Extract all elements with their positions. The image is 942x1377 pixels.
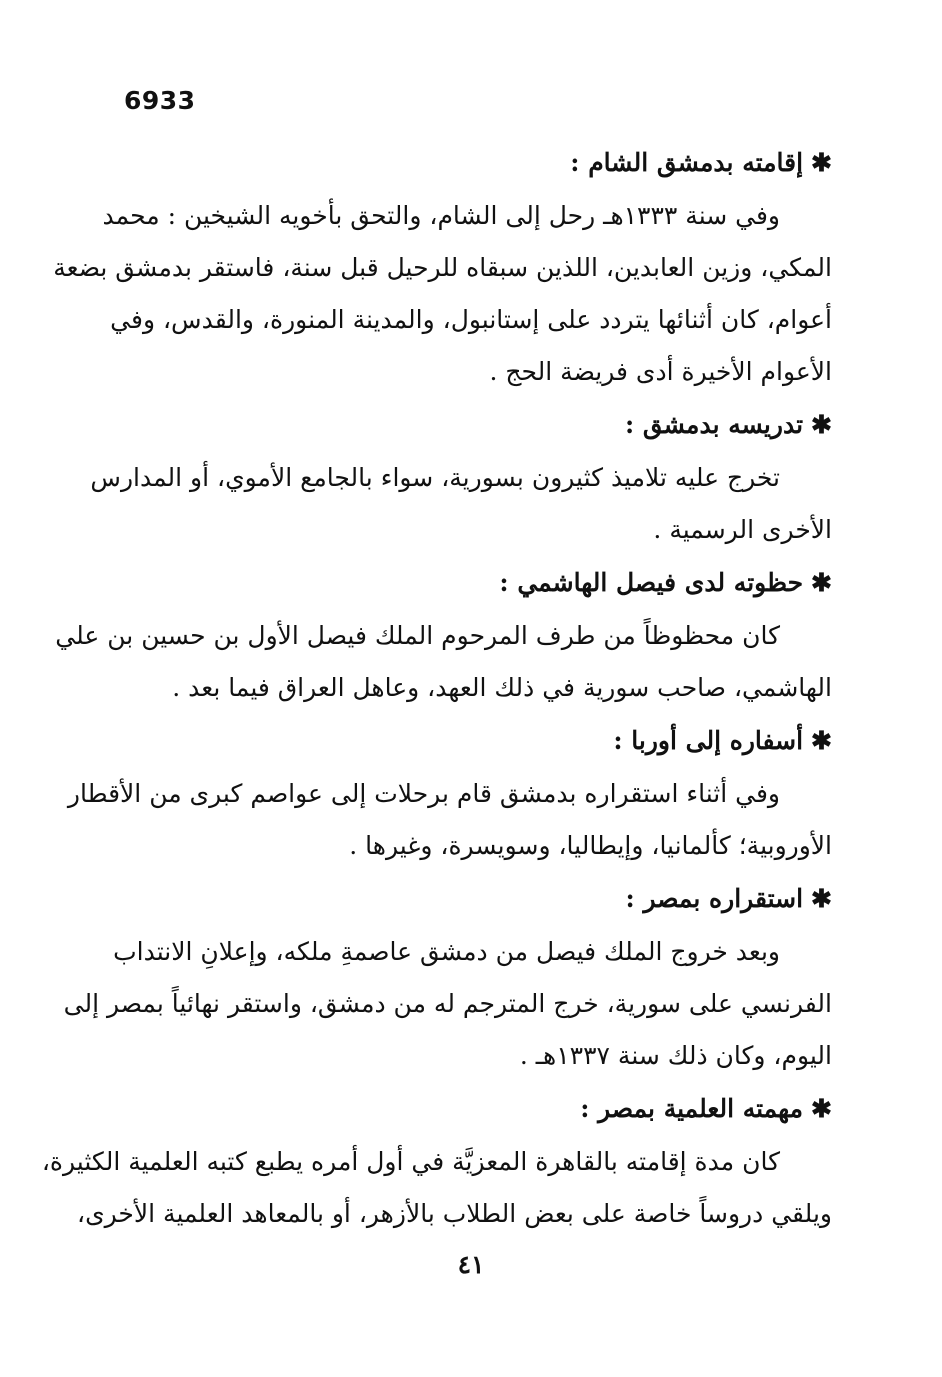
section-paragraph — [90, 452, 832, 556]
paragraph-line: المكي، وزين العابدين، اللذين سبقاه للرحيل قبل سنة، فاستقر بدمشق بضعة — [53, 253, 832, 282]
section-residence-damascus — [53, 136, 832, 398]
section-heading — [124, 714, 832, 768]
section-scholarly-mission-egypt — [41, 1082, 832, 1240]
section-teaching-damascus — [90, 398, 832, 556]
section-heading — [124, 1082, 832, 1136]
section-heading-text: أسفاره إلى أوربا : — [613, 726, 804, 755]
paragraph-line: أعوام، كان أثنائها يتردد على إستانبول، والمدينة المنورة، والقدس، وفي — [110, 305, 832, 334]
page-id: 6933 — [124, 86, 196, 115]
paragraph-line: وبعد خروج الملك فيصل من دمشق عاصمةِ ملكه، وإعلانِ الانتداب — [113, 937, 780, 966]
section-heading — [124, 556, 832, 610]
star-bullet-icon: ✱ — [811, 1094, 832, 1123]
section-paragraph — [67, 768, 832, 872]
star-bullet-icon: ✱ — [811, 148, 832, 177]
section-heading — [124, 136, 832, 190]
star-bullet-icon: ✱ — [811, 726, 832, 755]
star-bullet-icon: ✱ — [811, 568, 832, 597]
section-paragraph — [63, 926, 832, 1082]
paragraph-line: الأعوام الأخيرة أدى فريضة الحج . — [489, 357, 832, 386]
section-favor-faisal — [55, 556, 832, 714]
section-heading-text: استقراره بمصر : — [625, 884, 804, 913]
section-heading-text: إقامته بدمشق الشام : — [570, 148, 804, 177]
paragraph-line: تخرج عليه تلاميذ كثيرون بسورية، سواء بالجامع الأموي، أو المدارس — [90, 463, 780, 492]
body-text — [41, 136, 832, 1240]
section-paragraph — [55, 610, 832, 714]
section-heading — [124, 872, 832, 926]
paragraph-line: وفي سنة ١٣٣٣هـ رحل إلى الشام، والتحق بأخويه الشيخين : محمد — [102, 201, 780, 230]
section-heading-text: مهمته العلمية بمصر : — [580, 1094, 804, 1123]
section-paragraph — [41, 1136, 832, 1240]
section-paragraph — [53, 190, 832, 398]
paragraph-line: اليوم، وكان ذلك سنة ١٣٣٧هـ . — [519, 1041, 832, 1070]
paragraph-line: ويلقي دروساً خاصة على بعض الطلاب بالأزهر، أو بالمعاهد العلمية الأخرى، — [77, 1199, 832, 1228]
section-heading-text: تدريسه بدمشق : — [624, 410, 804, 439]
page-number: ٤١ — [457, 1250, 485, 1279]
paragraph-line: الأخرى الرسمية . — [653, 515, 832, 544]
paragraph-line: الهاشمي، صاحب سورية في ذلك العهد، وعاهل العراق فيما بعد . — [172, 673, 832, 702]
star-bullet-icon: ✱ — [811, 410, 832, 439]
paragraph-line: وفي أثناء استقراره بدمشق قام برحلات إلى عواصم كبرى من الأقطار — [67, 779, 780, 808]
section-heading-text: حظوته لدى فيصل الهاشمي : — [499, 568, 804, 597]
paragraph-line: كان مدة إقامته بالقاهرة المعزيَّة في أول أمره يطبع كتبه العلمية الكثيرة، — [41, 1147, 780, 1176]
paragraph-line: كان محظوظاً من طرف المرحوم الملك فيصل الأول بن حسين بن علي — [55, 621, 780, 650]
paragraph-line: الأوروبية؛ كألمانيا، وإيطاليا، وسويسرة، وغيرها . — [349, 831, 832, 860]
section-travels-europe — [67, 714, 832, 872]
section-settling-egypt — [63, 872, 832, 1082]
star-bullet-icon: ✱ — [811, 884, 832, 913]
section-heading — [124, 398, 832, 452]
paragraph-line: الفرنسي على سورية، خرج المترجم له من دمشق، واستقر نهائياً بمصر إلى — [63, 989, 832, 1018]
